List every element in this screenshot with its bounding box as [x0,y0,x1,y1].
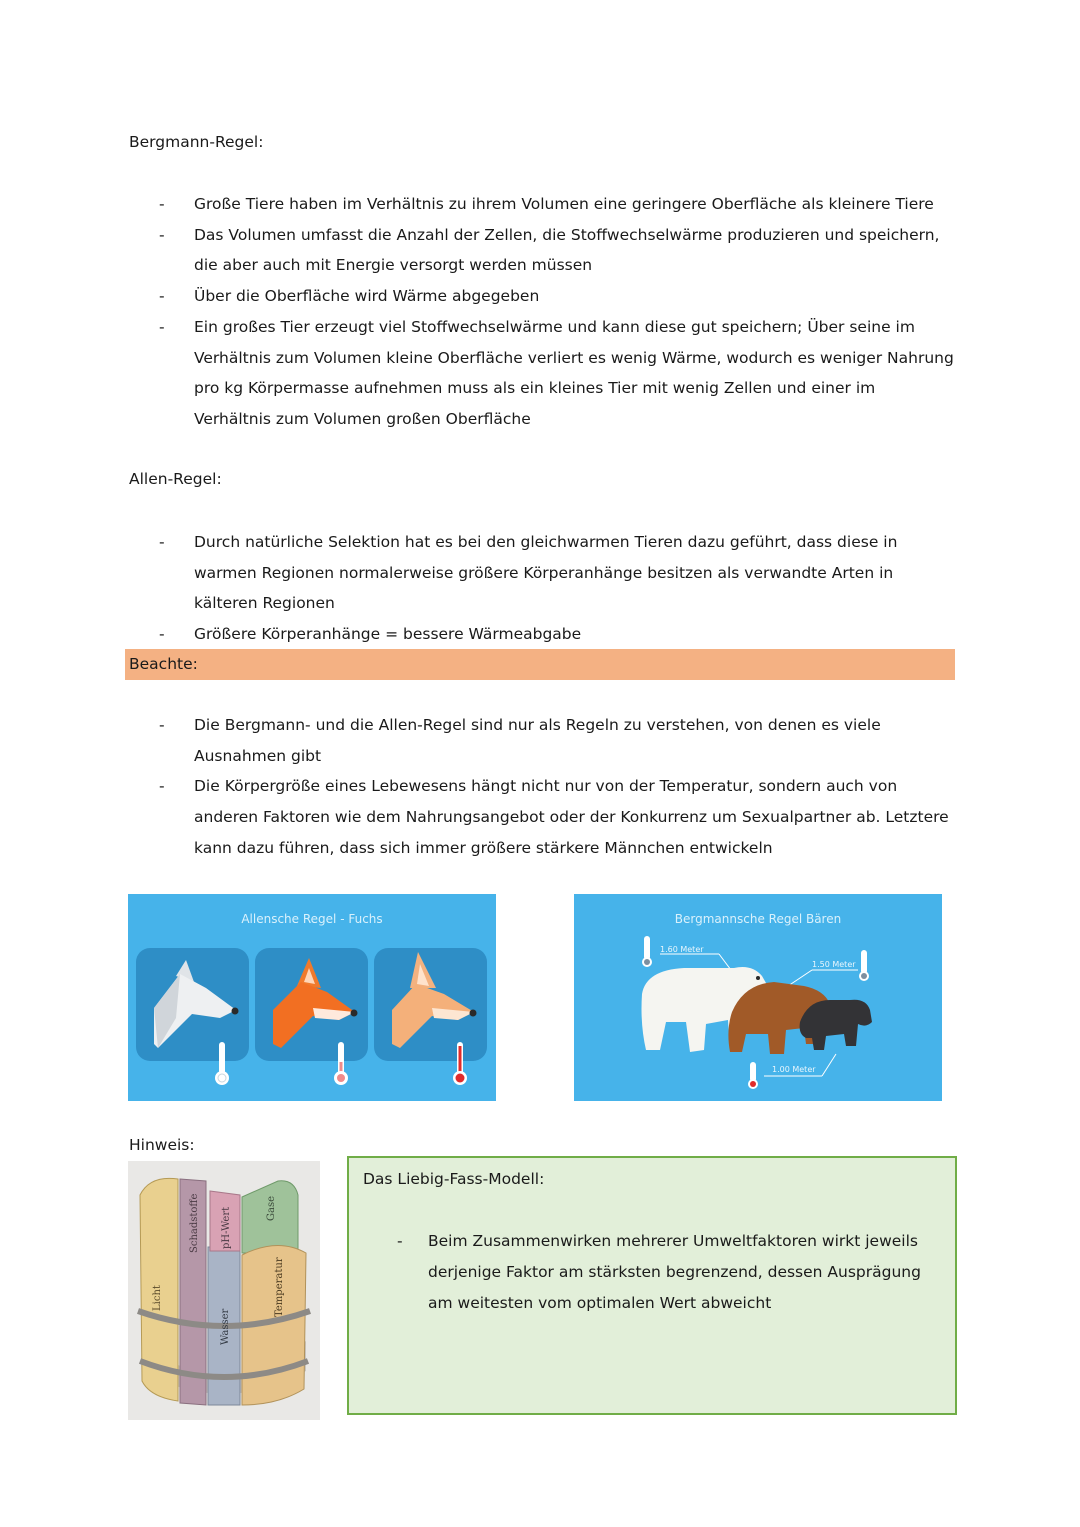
brown-bear-height-label: 1.50 Meter [812,960,856,969]
liebig-barrel-image [128,1161,320,1420]
barrel-illustration [128,1161,320,1420]
bergmann-heading: Bergmann-Regel: [129,133,264,151]
bears-illustration [574,894,942,1101]
fox-panel [128,894,496,1101]
bergmann-list [159,189,954,435]
fox-tile-red [255,948,368,1061]
black-bear-height-label: 1.00 Meter [772,1065,816,1074]
stave-label-wasser: Wasser [220,1308,231,1345]
liebig-list [397,1226,928,1319]
list-item: - Die Körpergröße eines Lebewesens hängt nicht nur von der Temperatur, sondern auch von anderen Faktoren wie dem Nahrungsangebot oder der Konkurrenz um Sexualpartner ab. Letztere kann dazu führen, dass sich immer größere stärkere Männchen entwickeln [159,777,949,857]
polar-bear-height-label: 1.60 Meter [660,945,704,954]
red-fox-illustration [255,948,368,1061]
beachte-list [159,710,954,864]
arctic-fox-illustration [136,948,249,1061]
list-item: - Beim Zusammenwirken mehrerer Umweltfaktoren wirkt jeweils derjenige Faktor am stärksten begrenzend, dessen Ausprägung am weitesten vom optimalen Wert abweicht [397,1232,921,1312]
list-item: - Große Tiere haben im Verhältnis zu ihrem Volumen eine geringere Oberfläche als kleinere Tiere [159,195,934,213]
thermometer-hot-icon [450,1040,470,1088]
stave-label-temperatur: Temperatur [274,1257,285,1317]
thermometer-medium-icon [331,1040,351,1088]
list-item: - Größere Körperanhänge = bessere Wärmeabgabe [159,625,582,644]
fennec-fox-illustration [374,948,487,1061]
beachte-banner: Beachte: [125,649,955,680]
fox-tile-fennec [374,948,487,1061]
fox-panel-title: Allensche Regel - Fuchs [241,912,383,926]
hinweis-heading: Hinweis: [129,1136,195,1154]
bear-panel [574,894,942,1101]
list-item: - Die Bergmann- und die Allen-Regel sind nur als Regeln zu verstehen, von denen es viele Ausnahmen gibt [159,716,881,765]
stave-label-ph-wert: pH-Wert [221,1206,232,1249]
liebig-title: Das Liebig-Fass-Modell: [363,1170,545,1188]
stave-label-gase: Gase [266,1196,277,1221]
list-item: - Ein großes Tier erzeugt viel Stoffwechselwärme und kann diese gut speichern; Über seine im Verhältnis zum Volumen kleine Oberfläche verliert es wenig Wärme, wodurch es weniger Nahrung pro kg Körpermasse aufnehmen muss als ein kleines Tier mit wenig Zellen und einer im Verhältnis zum Volumen großen Oberfläche [159,317,954,428]
list-item: - Durch natürliche Selektion hat es bei den gleichwarmen Tieren dazu geführt, dass diese in warmen Regionen normalerweise größere Körperanhänge besitzen als verwandte Arten in kälteren Regionen [159,533,898,613]
list-item: - Über die Oberfläche wird Wärme abgegeben [159,287,540,306]
allen-heading: Allen-Regel: [129,470,222,488]
liebig-box [347,1156,957,1415]
allen-list [159,527,954,650]
list-item: - Das Volumen umfasst die Anzahl der Zellen, die Stoffwechselwärme produzieren und speichern, die aber auch mit Energie versorgt werden müssen [159,225,940,275]
bear-panel-title: Bergmannsche Regel Bären [674,912,842,926]
thermometer-cold-icon [212,1040,232,1088]
fox-tile-arctic [136,948,249,1061]
stave-label-schadstoffe: Schadstoffe [189,1193,200,1253]
stave-label-licht: Licht [152,1285,163,1311]
